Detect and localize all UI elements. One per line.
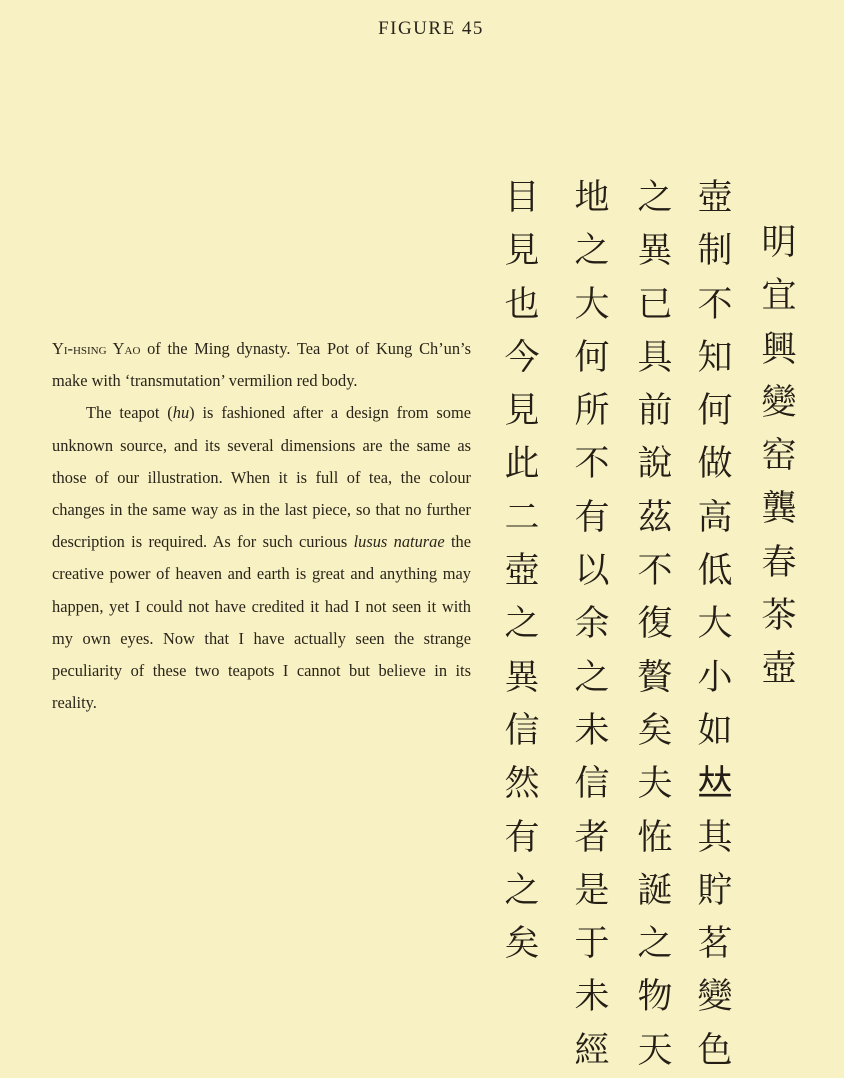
chinese-character: 之 xyxy=(504,604,540,645)
caption-name: Yi-hsing Yao xyxy=(52,339,141,358)
chinese-column-4 xyxy=(499,172,545,971)
chinese-character: 有 xyxy=(574,497,610,538)
chinese-character: 之 xyxy=(504,870,540,911)
chinese-character: 知 xyxy=(697,337,733,378)
chinese-character: 未 xyxy=(574,977,610,1018)
chinese-character: 者 xyxy=(574,817,610,858)
chinese-character: 窑 xyxy=(761,436,797,477)
chinese-character: 做 xyxy=(697,444,733,485)
caption-term-lusus-naturae: lusus naturae xyxy=(353,532,445,552)
chinese-character: 以 xyxy=(574,551,610,592)
chinese-character: 之 xyxy=(637,924,673,965)
chinese-character: 所 xyxy=(574,391,610,432)
chinese-character: 于 xyxy=(574,924,610,965)
chinese-character: 茗 xyxy=(697,924,733,965)
chinese-character: 也 xyxy=(504,284,540,325)
chinese-column-3 xyxy=(569,172,615,1078)
caption-text-part2: ) is fashioned after a design from some unknown source, and its several dimensions are the same as those of our illustration. When it is full of tea, the colour changes in the same way as in the last piece, so that no further description is required. As for such curious xyxy=(52,403,472,552)
chinese-character: 異 xyxy=(504,657,540,698)
chinese-character: 天 xyxy=(637,1030,673,1071)
chinese-character: 具 xyxy=(637,337,673,378)
chinese-character: 之 xyxy=(574,657,610,698)
chinese-character: 今 xyxy=(504,337,540,378)
chinese-character: 然 xyxy=(504,764,540,805)
chinese-character: 何 xyxy=(574,337,610,378)
chinese-character: 茲 xyxy=(637,497,673,538)
chinese-character: 如 xyxy=(697,710,733,751)
chinese-character: 壺 xyxy=(697,178,733,218)
chinese-character: 見 xyxy=(504,391,540,432)
caption-paragraph-1-rest: of the Ming dynasty. Tea Pot of Kung Ch’un’s make with ‘transmutation’ vermilion red body. xyxy=(52,339,471,391)
chinese-character: 之 xyxy=(574,231,610,272)
chinese-character: 其 xyxy=(697,817,733,858)
chinese-character: 明 xyxy=(761,223,797,263)
figure-title: FIGURE 45 xyxy=(378,18,484,39)
chinese-character: 不 xyxy=(637,551,673,592)
chinese-character: 𠀤 xyxy=(697,764,733,805)
chinese-character: 已 xyxy=(637,284,673,325)
chinese-character: 壺 xyxy=(504,551,540,592)
chinese-character: 何 xyxy=(697,391,733,432)
caption-text-part1: The teapot ( xyxy=(86,403,173,423)
chinese-character: 色 xyxy=(697,1030,733,1071)
chinese-character: 此 xyxy=(504,444,540,485)
chinese-character: 不 xyxy=(574,444,610,485)
chinese-character: 制 xyxy=(697,231,733,272)
chinese-character: 恠 xyxy=(637,817,673,858)
chinese-character: 貯 xyxy=(697,870,733,911)
chinese-character: 大 xyxy=(697,604,733,645)
chinese-character: 贅 xyxy=(637,657,673,698)
chinese-character: 異 xyxy=(637,231,673,272)
chinese-character: 物 xyxy=(637,977,673,1018)
chinese-character: 之 xyxy=(637,178,673,218)
chinese-character: 低 xyxy=(697,551,733,592)
caption-term-hu: hu xyxy=(172,403,190,423)
chinese-character: 矣 xyxy=(637,710,673,751)
chinese-character: 變 xyxy=(697,977,733,1018)
chinese-character: 見 xyxy=(504,231,540,272)
caption-text-part3: the creative power of heaven and earth is great and anything may happen, yet I could not have credited it had I not seen it with my own eyes. Now that I have actually seen the strange peculiarity of these two teapots I cannot but believe in its reality. xyxy=(52,532,472,713)
chinese-character: 目 xyxy=(504,178,540,218)
chinese-column-title xyxy=(756,217,802,697)
chinese-character: 誕 xyxy=(637,870,673,911)
chinese-character: 矣 xyxy=(504,924,540,965)
chinese-character: 復 xyxy=(637,604,673,645)
chinese-character: 宜 xyxy=(761,276,797,317)
chinese-character: 信 xyxy=(504,710,540,751)
chinese-character: 二 xyxy=(504,497,540,538)
chinese-character: 有 xyxy=(504,817,540,858)
chinese-character: 龔 xyxy=(761,489,797,530)
chinese-column-2 xyxy=(632,172,678,1078)
chinese-character: 小 xyxy=(697,657,733,698)
chinese-character: 未 xyxy=(574,710,610,751)
chinese-character: 茶 xyxy=(761,596,797,637)
chinese-character: 興 xyxy=(761,329,797,370)
chinese-character: 夫 xyxy=(637,764,673,805)
chinese-character: 壺 xyxy=(761,649,797,690)
chinese-character: 信 xyxy=(574,764,610,805)
chinese-character: 不 xyxy=(697,284,733,325)
chinese-character: 地 xyxy=(574,178,610,218)
chinese-character: 余 xyxy=(574,604,610,645)
chinese-character: 變 xyxy=(761,382,797,423)
chinese-character: 說 xyxy=(637,444,673,485)
chinese-column-1 xyxy=(692,172,738,1078)
chinese-character: 經 xyxy=(574,1030,610,1071)
chinese-character: 前 xyxy=(637,391,673,432)
chinese-character: 春 xyxy=(761,542,797,583)
chinese-character: 是 xyxy=(574,870,610,911)
chinese-character: 大 xyxy=(574,284,610,325)
chinese-character: 高 xyxy=(697,497,733,538)
